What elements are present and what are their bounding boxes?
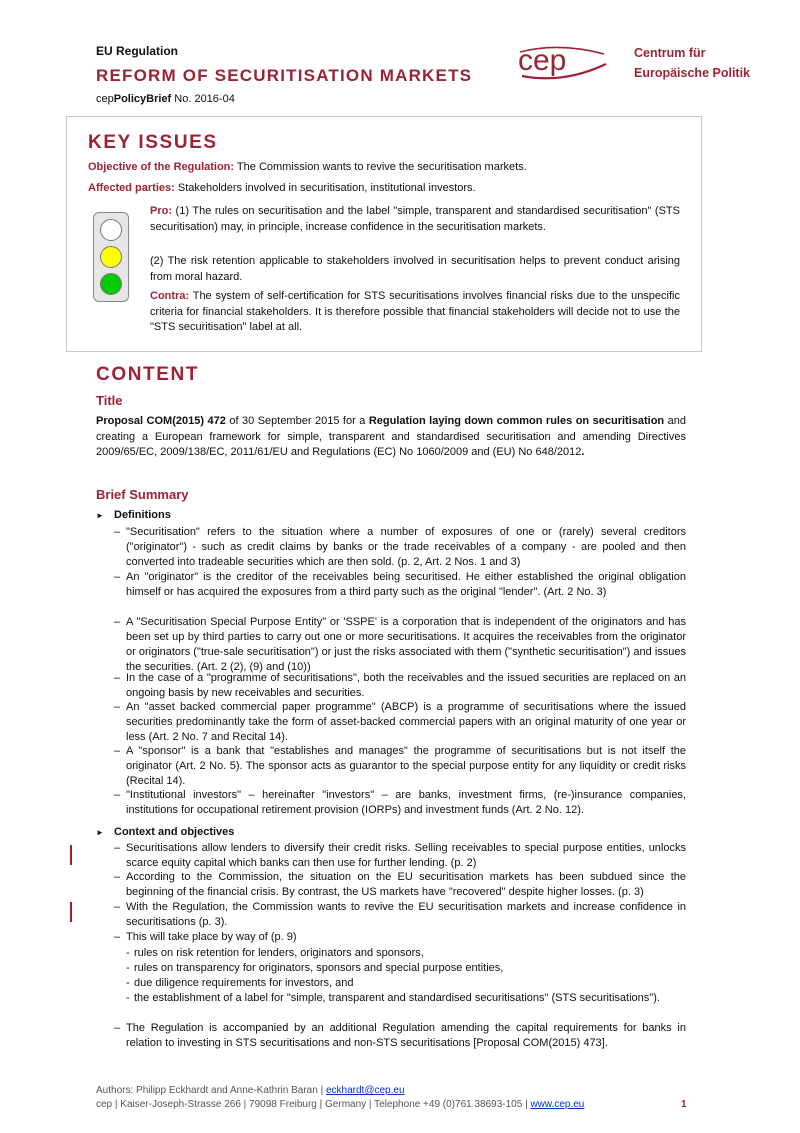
context-item: – According to the Commission, the situation on the EU securitisation markets has been subdued since the beginning of the financial crisis. By contrast, the US markets have "recovered" despite higher losses. (p. 3) <box>114 871 686 898</box>
pro-point-1: Pro: (1) The rules on securitisation and the label "simple, transparent and standardised securitisation" (STS securitisation) may, in principle, increase confidence in the securitisation markets. <box>150 205 680 233</box>
header-category: EU Regulation <box>96 44 179 58</box>
policy-brief-number: cepPolicyBrief No. 2016-04 <box>96 93 235 105</box>
page-number: 1 <box>681 1099 687 1110</box>
cep-logo-word: cep <box>518 44 567 77</box>
context-item: – Securitisations allow lenders to diversify their credit risks. Selling receivables to special purpose entities, unlocks scarce equity capital which banks can then use for further lending. (p. 2) <box>114 842 686 869</box>
content-heading: CONTENT <box>96 364 200 385</box>
traffic-light-yellow-lamp <box>100 246 122 268</box>
context-subitem: - rules on transparency for originators, sponsors and special purpose entities, <box>126 962 504 974</box>
traffic-light-icon <box>93 212 129 302</box>
proposal-reference: Proposal COM(2015) 472 of 30 September 2015 for a Regulation laying down common rules on securitisation and creating a European framework for simple, transparent and standardised securitisation and amending Directives 2009/65/EC, 2009/138/EC, 2011/61/EU and Regulations (EC) No 1060/2009 and (EU) No 648/2012. <box>96 415 686 458</box>
definition-item: – "Institutional investors" – hereinafter "investors" – are banks, investment firms, (re-)insurance companies, institutions for occupational retirement provision (IORPs) and investment funds (Art. 2 No. 12). <box>114 789 686 816</box>
definition-item: – An "originator" is the creditor of the receivables being securitised. He either established the original obligation himself or has acquired the exposures from a third party such as the original "lender". (Art. 2 No. 3) <box>114 571 686 598</box>
definition-item: – A "sponsor" is a bank that "establishes and manages" the programme of securitisations but is not itself the originator (Art. 2 No. 5). The sponsor acts as guarantor to the special purpose entity for any liquidity or credit risks (Recital 14). <box>114 745 686 787</box>
definition-item: – In the case of a "programme of securitisations", both the receivables and the issued securities are replaced on an ongoing basis by new receivables and securities. <box>114 672 686 699</box>
website-link[interactable]: www.cep.eu <box>530 1099 585 1110</box>
definition-item: – An "asset backed commercial paper programme" (ABCP) is a programme of securitisations where the issued securities predominantly take the form of asset-backed commercial papers with an original maturity of one year or less (Art. 2 No. 7 and Recital 14). <box>114 701 686 743</box>
author-email-link[interactable]: eckhardt@cep.eu <box>325 1085 405 1096</box>
context-subitem: - the establishment of a label for "simple, transparent and standardised securitisations" (STS securitisations"). <box>126 992 660 1004</box>
key-issues-heading: KEY ISSUES <box>88 132 218 153</box>
context-item: – This will take place by way of (p. 9) <box>114 931 297 943</box>
context-subitem: - rules on risk retention for lenders, originators and sponsors, <box>126 947 424 959</box>
definition-item: – A "Securitisation Special Purpose Entity" or 'SSPE' is a corporation that is independent of the originators and has been set up by third parties to carry out one or more securitisations. It acquires the receivables from the originator or originators ("true-sale securitisation") or just the risks associated with them ("synthetic securitisation") and issues the securities. (Art. 2 (2), (9) and (10)) <box>114 616 686 673</box>
brief-summary-heading: Brief Summary <box>96 487 189 502</box>
footer-address: cep | Kaiser-Joseph-Strasse 266 | 79098 Freiburg | Germany | Telephone +49 (0)761 38693-105 | www.cep.eu <box>96 1099 585 1110</box>
definitions-heading: ► Definitions <box>96 509 171 521</box>
title-subheading: Title <box>96 393 123 408</box>
context-subitem: - due diligence requirements for investors, and <box>126 977 354 989</box>
logo-organization-name <box>634 43 750 83</box>
pro-point-2: (2) The risk retention applicable to stakeholders involved in securitisation helps to prevent conduct arising from moral hazard. <box>150 255 680 283</box>
definition-item: – "Securitisation" refers to the situation where a number of exposures of one or (rarely) several creditors ("originator") - such as credit claims by banks or the trade receivables of a company - are pooled and then converted into tradeable securities which are then sold. (p. 2, Art. 2 Nos. 1 and 3) <box>114 526 686 568</box>
logo-line-1: Centrum für <box>634 46 706 60</box>
footer-authors: Authors: Philipp Eckhardt and Anne-Kathrin Baran | eckhardt@cep.eu <box>96 1085 405 1096</box>
logo-line-2: Europäische Politik <box>634 66 751 80</box>
affected-parties-line: Affected parties: Stakeholders involved in securitisation, institutional investors. <box>88 182 476 194</box>
objective-line: Objective of the Regulation: The Commission wants to revive the securitisation markets. <box>88 161 527 173</box>
change-bar <box>70 845 72 865</box>
context-item: – The Regulation is accompanied by an additional Regulation amending the capital requirements for banks in relation to investing in STS securitisations and non-STS securitisations [Proposal COM(2015) 473]. <box>114 1022 686 1049</box>
change-bar <box>70 902 72 922</box>
document-title: REFORM OF SECURITISATION MARKETS <box>96 66 473 85</box>
context-item: – With the Regulation, the Commission wants to revive the EU securitisation markets and increase confidence in securitisations (p. 3). <box>114 901 686 928</box>
contra-point: Contra: The system of self-certification for STS securitisations involves financial risks due to the unspecific criteria for financial stakeholders. It is therefore possible that financial stakeholders will decide not to use the "STS securitisation" label at all. <box>150 290 680 333</box>
context-objectives-heading: ► Context and objectives <box>96 826 235 838</box>
traffic-light-white-lamp <box>100 219 122 241</box>
traffic-light-green-lamp <box>100 273 122 295</box>
